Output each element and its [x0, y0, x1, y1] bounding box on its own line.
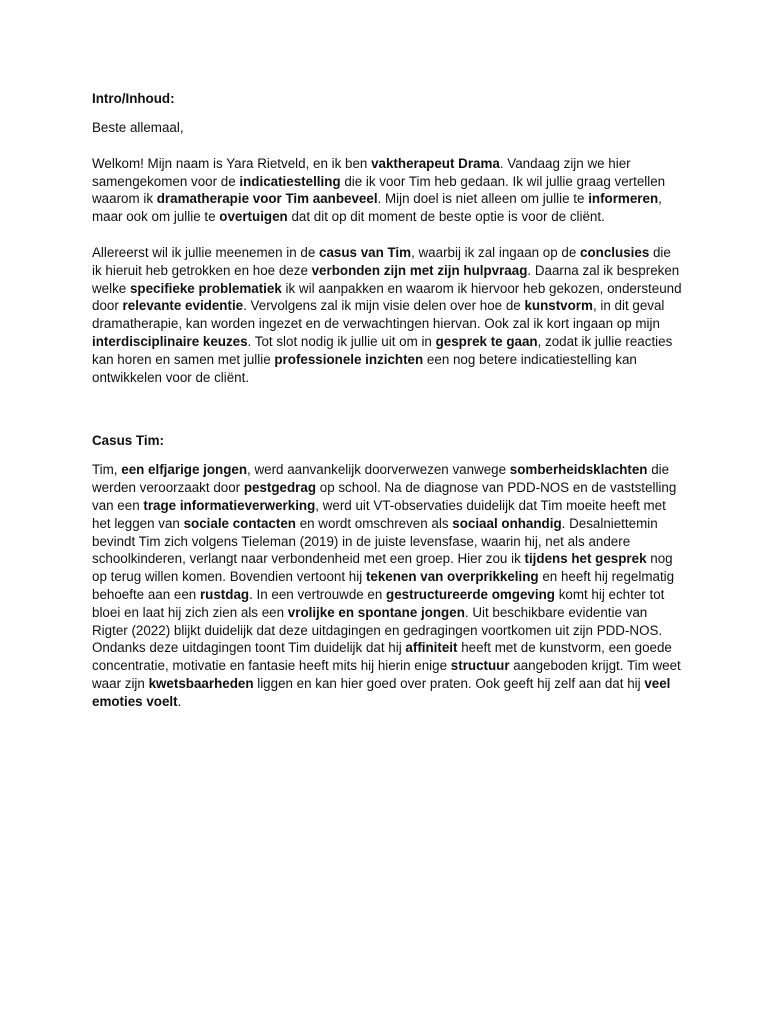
bold-phrase: vrolijke en spontane jongen [287, 604, 465, 620]
text-run: Allereerst wil ik jullie meenemen in de [92, 244, 319, 260]
bold-phrase: dramatherapie voor Tim aanbeveel [156, 191, 378, 207]
text-run: ik wil aanpakken en waarom ik hiervoor heb gekozen, ondersteund door [92, 280, 682, 314]
bold-phrase: gestructureerde omgeving [386, 586, 555, 602]
text-run: die ik hieruit heb getrokken en hoe deze [92, 244, 671, 278]
text-run: dat dit op dit moment de beste optie is voor de cliënt. [287, 209, 605, 225]
greeting-text: Beste allemaal, [92, 120, 184, 135]
bold-phrase: kunstvorm [524, 298, 593, 314]
bold-phrase: veel emoties voelt [92, 675, 671, 709]
text-run: , werd aanvankelijk doorverwezen vanwege [247, 462, 510, 478]
intro-paragraph-1 [92, 155, 682, 226]
text-run: . Vandaag zijn we hier samengekomen voor de [92, 155, 631, 189]
text-run: Tim, [92, 462, 122, 478]
bold-phrase: interdisciplinaire keuzes [92, 333, 248, 349]
bold-phrase: rustdag [199, 586, 250, 602]
text-run: . Mijn doel is niet alleen om jullie te [377, 191, 589, 207]
bold-phrase: kwetsbaarheden [148, 675, 254, 691]
text-run: en wordt omschreven als [295, 515, 453, 531]
bold-phrase: overtuigen [219, 209, 288, 225]
text-run: nog op terug willen komen. Bovendien vertoont hij [92, 551, 673, 585]
bold-phrase: verbonden zijn met zijn hulpvraag [311, 262, 528, 278]
section-heading-intro: Intro/Inhoud: [92, 91, 175, 106]
bold-phrase: sociale contacten [183, 515, 296, 531]
text-run: komt hij echter tot bloei en laat hij zich zien als een [92, 586, 665, 620]
text-run: en heeft hij regelmatig behoefte aan een [92, 569, 675, 602]
text-run: liggen en kan hier goed over praten. Ook geeft hij zelf aan dat hij [253, 675, 645, 691]
bold-phrase: trage informatieverwerking [143, 497, 316, 513]
text-run: . In een vertrouwde en [249, 586, 387, 602]
bold-phrase: relevante evidentie [122, 298, 244, 314]
bold-phrase: casus van Tim [319, 244, 412, 260]
bold-phrase: een elfjarige jongen [121, 462, 248, 478]
bold-phrase: indicatiestelling [239, 173, 341, 189]
section-heading-casus: Casus Tim: [92, 433, 164, 449]
text-run: Welkom! Mijn naam is Yara Rietveld, en ik ben [92, 155, 372, 171]
text-run: . Uit beschikbare evidentie van Rigter (2022) blijkt duidelijk dat deze uitdagingen en gedragingen voortkomen uit zijn PDD-NOS. Ondanks deze uitdagingen toont Tim duidelijk dat hij [92, 604, 663, 656]
bold-phrase: tekenen van overprikkeling [365, 569, 539, 585]
text-run: die ik voor Tim heb gedaan. Ik wil jullie graag vertellen waarom ik [92, 173, 666, 207]
text-run: aangeboden krijgt. Tim weet waar zijn [92, 658, 681, 691]
text-run: heeft met de kunstvorm, een goede concentratie, motivatie en fantasie heeft mits hij hierin enige [92, 640, 672, 674]
bold-phrase: specifieke problematiek [129, 280, 282, 296]
bold-phrase: gesprek te gaan [435, 333, 538, 349]
text-run: die werden veroorzaakt door [92, 462, 670, 496]
intro-paragraph-2 [92, 244, 682, 386]
bold-phrase: informeren [588, 191, 659, 207]
bold-phrase: somberheidsklachten [509, 462, 648, 478]
text-run: , maar ook om jullie te [92, 191, 662, 225]
text-run: . Daarna zal ik bespreken welke [92, 262, 680, 296]
bold-phrase: structuur [450, 658, 510, 674]
text-run: , zodat ik jullie reacties kan horen en samen met jullie [92, 333, 673, 367]
text-run: . Vervolgens zal ik mijn visie delen over hoe de [243, 298, 525, 314]
bold-phrase: vaktherapeut Drama [371, 155, 500, 171]
bold-phrase: conclusies [580, 244, 650, 260]
text-run: , waarbij ik zal ingaan op de [411, 244, 581, 260]
bold-phrase: tijdens het gesprek [524, 551, 647, 567]
bold-phrase: affiniteit [405, 640, 458, 656]
text-run: . [177, 693, 182, 709]
bold-phrase: sociaal onhandig [452, 515, 562, 531]
bold-phrase: professionele inzichten [274, 351, 424, 367]
text-run: op school. Na de diagnose van PDD-NOS en de vaststelling van een [92, 480, 677, 513]
text-run: , in dit geval dramatherapie, kan worden ingezet en de verwachtingen hiervan. Ook zal ik kort ingaan op mijn [92, 298, 665, 332]
bold-phrase: pestgedrag [243, 480, 317, 496]
casus-paragraph-1 [92, 461, 682, 710]
text-run: . Desalniettemin bevindt Tim zich volgens Tieleman (2019) in de juiste levensfase, waarin hij, net als andere schoolkinderen, verlangt naar verbondenheid met een groep. Hier zou ik [92, 515, 658, 567]
text-run: , werd uit VT-observaties duidelijk dat Tim moeite heeft met het leggen van [92, 497, 666, 531]
text-run: . Tot slot nodig ik jullie uit om in [247, 333, 436, 349]
text-run: een nog betere indicatiestelling kan ontwikkelen voor de cliënt. [92, 351, 637, 385]
